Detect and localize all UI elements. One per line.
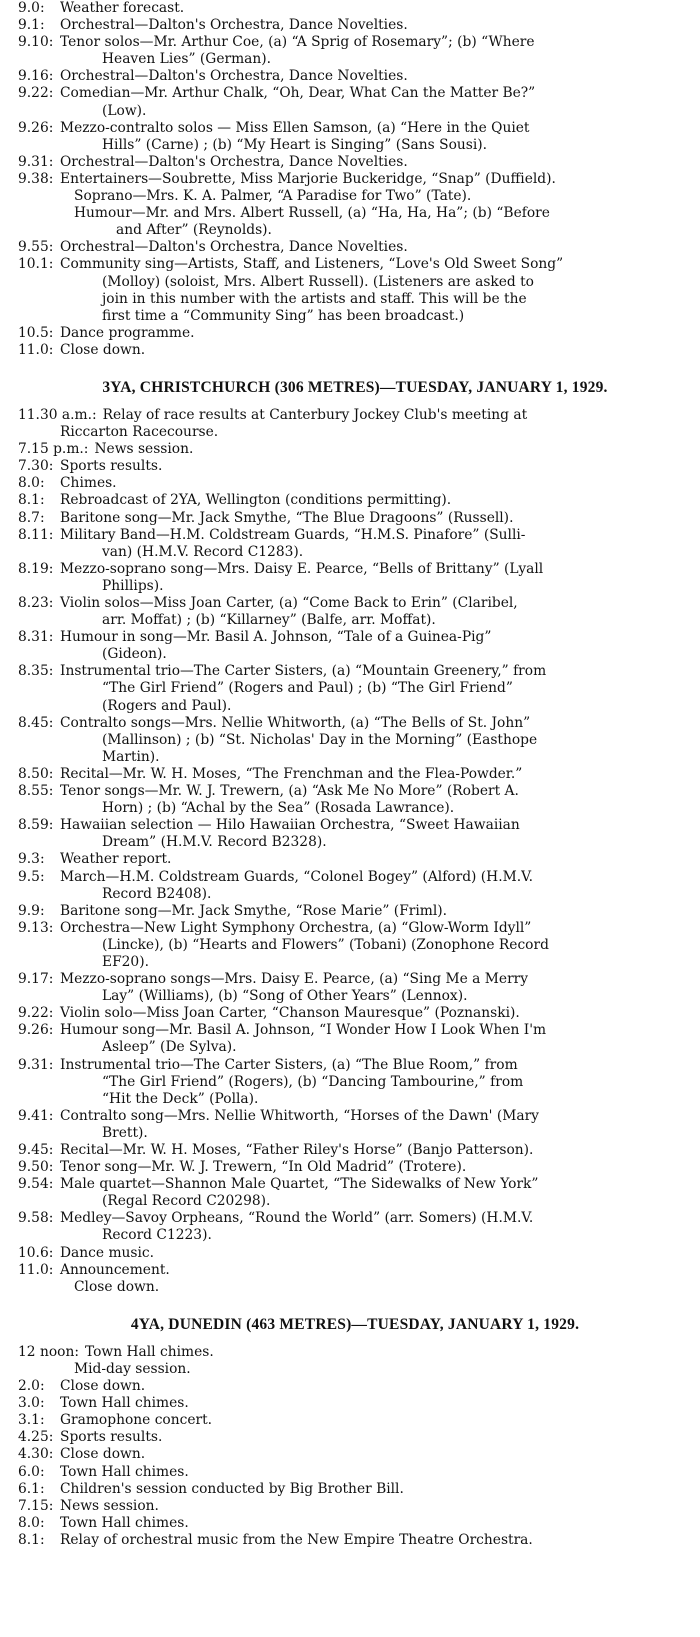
programme-description (74, 188, 692, 205)
programme-line: Close down. (74, 1278, 160, 1295)
programme-time: 9.45: (18, 1142, 54, 1158)
programme-line: Record B2408). (102, 885, 212, 902)
programme-line: Children's session conducted by Big Brother Bill. (60, 1480, 404, 1497)
programme-line: Mid-day session. (74, 1360, 191, 1377)
programme-description (60, 0, 692, 17)
programme-line: Community sing—Artists, Staff, and Listeners, “Love's Old Sweet Song” (60, 256, 564, 273)
programme-line: Asleep” (De Sylva). (102, 1039, 237, 1056)
programme-line: Sports results. (60, 1429, 163, 1446)
programme-line: Recital—Mr. W. H. Moses, “Father Riley's Horse” (Banjo Patterson). (60, 1142, 534, 1158)
programme-time: 9.26: (18, 1022, 54, 1039)
programme-description (60, 1005, 692, 1022)
programme-entry (18, 971, 692, 1005)
programme-line: Hills” (Carne) ; (b) “My Heart is Singing” (Sans Sousi). (102, 136, 488, 153)
programme-entry (18, 458, 692, 475)
programme-line: Heaven Lies” (German). (102, 51, 272, 68)
programme-description (60, 120, 692, 154)
programme-time: 7.15: (18, 1497, 54, 1514)
programme-entry (18, 1245, 692, 1262)
programme-description (85, 1344, 692, 1361)
programme-line: Gramophone concert. (60, 1412, 213, 1429)
programme-list (18, 0, 692, 359)
programme-line: Dance programme. (60, 324, 195, 341)
programme-entry (18, 903, 692, 920)
programme-entry (18, 171, 692, 188)
programme-line: (Lincke), (b) “Hearts and Flowers” (Tobani) (Zonophone Record (102, 936, 549, 953)
programme-line: Mezzo-soprano song—Mrs. Daisy E. Pearce, “Bells of Brittany” (Lyall (60, 560, 544, 577)
programme-description (60, 1245, 692, 1262)
programme-entry (18, 1279, 692, 1296)
programme-description (74, 1279, 692, 1296)
programme-line: Humour song—Mr. Basil A. Johnson, “I Wonder How I Look When I'm (60, 1022, 547, 1039)
programme-time: 4.30: (18, 1446, 54, 1463)
programme-time: 2.0: (18, 1378, 45, 1395)
programme-entry (18, 1412, 692, 1429)
programme-time: 8.1: (18, 1531, 45, 1548)
programme-line: Close down. (60, 1378, 146, 1395)
programme-entry (18, 239, 692, 256)
programme-time (18, 205, 74, 239)
programme-entry (18, 817, 692, 851)
programme-description (60, 1210, 692, 1244)
programme-time: 9.54: (18, 1176, 54, 1193)
programme-description (60, 1532, 692, 1549)
programme-time (18, 188, 74, 205)
programme-time: 9.0: (18, 0, 45, 16)
programme-entry (18, 424, 692, 441)
programme-time: 10.6: (18, 1244, 54, 1261)
programme-description (60, 629, 692, 663)
programme-description (60, 561, 692, 595)
programme-line: Lay” (Williams), (b) “Song of Other Years” (Lennox). (102, 988, 468, 1005)
programme-description (60, 1395, 692, 1412)
programme-description (60, 920, 692, 971)
programme-line: Baritone song—Mr. Jack Smythe, “Rose Marie” (Friml). (60, 902, 448, 919)
programme-line: Phillips). (102, 577, 164, 594)
programme-line: van) (H.M.V. Record C1283). (102, 543, 304, 560)
programme-line: Horn) ; (b) “Achal by the Sea” (Rosada Lawrance). (102, 800, 455, 817)
programme-description (60, 171, 692, 188)
programme-entry (18, 920, 692, 971)
programme-description (60, 458, 692, 475)
programme-entry (18, 1395, 692, 1412)
programme-line: Tenor solos—Mr. Arthur Coe, (a) “A Sprig of Rosemary”; (b) “Where (60, 34, 535, 51)
programme-line: Chimes. (60, 475, 117, 492)
programme-line: EF20). (102, 953, 149, 970)
programme-time: 9.26: (18, 119, 54, 136)
programme-line: March—H.M. Coldstream Guards, “Colonel Bogey” (Alford) (H.M.V. (60, 868, 534, 885)
section-2ya-continued (18, 0, 692, 359)
programme-description (60, 783, 692, 817)
programme-entry (18, 441, 692, 458)
programme-entry (18, 715, 692, 766)
programme-entry (18, 1108, 692, 1142)
programme-time: 8.7: (18, 509, 45, 526)
programme-line: Contralto songs—Mrs. Nellie Whitworth, (a) “The Bells of St. John” (60, 714, 531, 731)
programme-line: Instrumental trio—The Carter Sisters, (a) “Mountain Greenery,” from (60, 663, 547, 680)
programme-line: Entertainers—Soubrette, Miss Marjorie Buckeridge, “Snap” (Duffield). (60, 170, 556, 187)
section-heading: 3YA, CHRISTCHURCH (306 METRES)—TUESDAY, JANUARY 1, 1929. (102, 378, 608, 396)
programme-time: 9.22: (18, 1005, 54, 1022)
programme-time: 8.35: (18, 663, 54, 680)
programme-time: 10.5: (18, 324, 54, 341)
programme-list (18, 1344, 692, 1549)
programme-entry (18, 154, 692, 171)
programme-time: 12 noon: (18, 1343, 79, 1360)
programme-entry (18, 205, 692, 239)
programme-entry (18, 1378, 692, 1395)
programme-time: 9.50: (18, 1159, 54, 1176)
programme-line: Dance music. (60, 1244, 155, 1261)
programme-time: 6.1: (18, 1480, 45, 1497)
programme-time: 8.19: (18, 560, 54, 577)
programme-line: Weather forecast. (60, 0, 185, 16)
programme-description (60, 766, 692, 783)
programme-description (60, 510, 692, 527)
programme-description (60, 34, 692, 68)
section-4ya-dunedin (18, 1316, 692, 1549)
programme-line: Orchestral—Dalton's Orchestra, Dance Novelties. (60, 153, 408, 170)
programme-line: Dream” (H.M.V. Record B2328). (102, 834, 327, 851)
programme-line: Riccarton Racecourse. (60, 424, 219, 441)
programme-entry (18, 1515, 692, 1532)
programme-line: Orchestra—New Light Symphony Orchestra, (a) “Glow-Worm Idyll” (60, 919, 532, 936)
programme-entry (18, 629, 692, 663)
programme-time: 9.1: (18, 17, 45, 34)
programme-description (60, 1142, 692, 1159)
programme-description (60, 1412, 692, 1429)
programme-description (60, 663, 692, 714)
programme-entry (18, 1446, 692, 1463)
programme-line: Instrumental trio—The Carter Sisters, (a) “The Blue Room,” from (60, 1056, 518, 1073)
programme-entry (18, 1210, 692, 1244)
programme-line: News session. (94, 441, 194, 458)
programme-description (60, 492, 692, 509)
programme-entry (18, 1022, 692, 1056)
programme-time: 9.3: (18, 851, 45, 868)
programme-description (60, 475, 692, 492)
programme-line: Sports results. (60, 458, 163, 475)
programme-time: 11.0: (18, 1261, 54, 1278)
programme-line: Military Band—H.M. Coldstream Guards, “H.M.S. Pinafore” (Sulli- (60, 526, 526, 543)
programme-line: Close down. (60, 341, 146, 358)
programme-entry (18, 1464, 692, 1481)
programme-entry (18, 34, 692, 68)
programme-entry (18, 1176, 692, 1210)
programme-time: 9.55: (18, 239, 54, 256)
programme-entry (18, 1159, 692, 1176)
programme-line: Mezzo-contralto solos — Miss Ellen Samson, (a) “Here in the Quiet (60, 119, 530, 136)
programme-entry (18, 1429, 692, 1446)
programme-entry (18, 492, 692, 509)
programme-time: 9.5: (18, 868, 45, 885)
programme-entry (18, 869, 692, 903)
programme-description (60, 1481, 692, 1498)
programme-entry (18, 851, 692, 868)
programme-description (60, 851, 692, 868)
programme-time: 9.41: (18, 1107, 54, 1124)
programme-line: Weather report. (60, 851, 172, 868)
programme-line: Orchestral—Dalton's Orchestra, Dance Novelties. (60, 239, 408, 256)
programme-time: 9.13: (18, 919, 54, 936)
programme-line: (Molloy) (soloist, Mrs. Albert Russell). (Listeners are asked to (102, 273, 534, 290)
programme-line: Violin solo—Miss Joan Carter, “Chanson Mauresque” (Poznanski). (60, 1005, 520, 1022)
programme-line: Hawaiian selection — Hilo Hawaiian Orchestra, “Sweet Hawaiian (60, 817, 520, 834)
programme-entry (18, 68, 692, 85)
programme-line: Close down. (60, 1446, 146, 1463)
programme-line: Tenor song—Mr. W. J. Trewern, “In Old Madrid” (Trotere). (60, 1159, 467, 1176)
programme-time: 9.31: (18, 153, 54, 170)
programme-description (60, 817, 692, 851)
programme-line: Tenor songs—Mr. W. J. Trewern, (a) “Ask Me No More” (Robert A. (60, 783, 519, 800)
programme-description (60, 715, 692, 766)
programme-time: 8.1: (18, 492, 45, 509)
programme-entry (18, 1005, 692, 1022)
programme-line: Humour—Mr. and Mrs. Albert Russell, (a) “Ha, Ha, Ha”; (b) “Before (74, 205, 550, 222)
programme-time: 8.11: (18, 526, 54, 543)
programme-line: Comedian—Mr. Arthur Chalk, “Oh, Dear, What Can the Matter Be?” (60, 85, 536, 102)
programme-entry (18, 256, 692, 324)
programme-line: (Gideon). (102, 646, 167, 663)
programme-line: Violin solos—Miss Joan Carter, (a) “Come Back to Erin” (Claribel, (60, 595, 518, 611)
programme-line: Soprano—Mrs. K. A. Palmer, “A Paradise for Two” (Tate). (74, 188, 472, 205)
programme-line: Martin). (102, 748, 160, 765)
programme-time: 11.0: (18, 341, 54, 358)
programme-entry (18, 188, 692, 205)
programme-time: 8.23: (18, 595, 54, 611)
programme-description (18, 424, 692, 441)
programme-line: (Regal Record C20298). (102, 1193, 271, 1210)
programme-description (60, 68, 692, 85)
programme-time: 9.17: (18, 971, 54, 988)
programme-line: Orchestral—Dalton's Orchestra, Dance Novelties. (60, 68, 408, 85)
programme-description (60, 85, 692, 119)
programme-description (60, 239, 692, 256)
programme-line: News session. (60, 1497, 159, 1514)
programme-entry (18, 510, 692, 527)
programme-description (74, 1361, 692, 1378)
programme-entry (18, 1481, 692, 1498)
programme-line: Town Hall chimes. (60, 1395, 189, 1412)
programme-description (60, 1057, 692, 1108)
programme-description (60, 1022, 692, 1056)
programme-description (60, 1498, 692, 1515)
programme-line: Announcement. (60, 1261, 170, 1278)
programme-time: 8.55: (18, 783, 54, 800)
programme-line: “The Girl Friend” (Rogers), (b) “Dancing Tambourine,” from (102, 1073, 524, 1090)
programme-description (60, 527, 692, 561)
programme-description (60, 869, 692, 903)
programme-time: 3.0: (18, 1395, 45, 1412)
programme-time: 7.30: (18, 458, 54, 475)
programme-entry (18, 1361, 692, 1378)
programme-entry (18, 120, 692, 154)
programme-entry (18, 17, 692, 34)
programme-entry (18, 766, 692, 783)
programme-line: Medley—Savoy Orpheans, “Round the World” (arr. Somers) (H.M.V. (60, 1210, 534, 1227)
programme-description (60, 325, 692, 342)
programme-description (60, 1378, 692, 1395)
programme-time: 11.30 a.m.: (18, 406, 97, 423)
programme-description (60, 154, 692, 171)
programme-description (60, 17, 692, 34)
programme-description (60, 1515, 692, 1532)
programme-entry (18, 783, 692, 817)
programme-time: 3.1: (18, 1412, 45, 1429)
programme-description (94, 441, 692, 458)
programme-time: 4.25: (18, 1429, 54, 1446)
programme-description (60, 1429, 692, 1446)
programme-line: and After” (Reynolds). (116, 222, 272, 239)
programme-entry (18, 475, 692, 492)
programme-time: 7.15 p.m.: (18, 441, 89, 458)
programme-line: (Rogers and Paul). (102, 697, 232, 714)
programme-entry (18, 85, 692, 119)
programme-description (60, 1464, 692, 1481)
programme-list (18, 407, 692, 1296)
programme-line: Mezzo-soprano songs—Mrs. Daisy E. Pearce, (a) “Sing Me a Merry (60, 971, 529, 988)
programme-entry (18, 1262, 692, 1279)
programme-line: Record C1223). (102, 1227, 212, 1244)
programme-line: Town Hall chimes. (60, 1514, 189, 1531)
programme-line: arr. Moffat) ; (b) “Killarney” (Balfe, arr. Moffat). (102, 612, 436, 629)
programme-entry (18, 0, 692, 17)
programme-line: (Mallinson) ; (b) “St. Nicholas' Day in the Morning” (Easthope (102, 731, 538, 748)
programme-line: Orchestral—Dalton's Orchestra, Dance Novelties. (60, 17, 408, 34)
programme-description (60, 903, 692, 920)
programme-entry (18, 595, 692, 629)
programme-line: “Hit the Deck” (Polla). (102, 1090, 259, 1107)
programme-line: (Low). (102, 102, 147, 119)
programme-time: 8.45: (18, 714, 54, 731)
programme-line: Humour in song—Mr. Basil A. Johnson, “Tale of a Guinea-Pig” (60, 629, 492, 646)
programme-description (74, 205, 692, 239)
programme-description (60, 342, 692, 359)
programme-entry (18, 1344, 692, 1361)
programme-time: 8.31: (18, 629, 54, 646)
programme-line: Contralto song—Mrs. Nellie Whitworth, “Horses of the Dawn' (Mary (60, 1107, 539, 1124)
programme-time: 9.22: (18, 85, 54, 102)
programme-line: Town Hall chimes. (84, 1343, 214, 1360)
programme-entry (18, 325, 692, 342)
programme-description (60, 971, 692, 1005)
programme-time: 9.31: (18, 1056, 54, 1073)
programme-time: 9.10: (18, 34, 54, 51)
programme-entry (18, 1057, 692, 1108)
programme-line: Brett). (102, 1124, 148, 1141)
programme-description (60, 595, 692, 629)
programme-line: Male quartet—Shannon Male Quartet, “The Sidewalks of New York” (60, 1176, 539, 1193)
programme-line: Baritone song—Mr. Jack Smythe, “The Blue Dragoons” (Russell). (60, 509, 514, 526)
programme-time: 9.38: (18, 170, 54, 187)
programme-entry (18, 342, 692, 359)
programme-entry (18, 1532, 692, 1549)
programme-description (60, 1159, 692, 1176)
programme-line: first time a “Community Sing” has been broadcast.) (102, 307, 465, 324)
programme-description (103, 407, 692, 424)
programme-time: 10.1: (18, 256, 54, 273)
programme-entry (18, 663, 692, 714)
section-3ya-christchurch (18, 379, 692, 1296)
programme-time: 9.9: (18, 902, 45, 919)
programme-line: Relay of orchestral music from the New Empire Theatre Orchestra. (60, 1531, 533, 1548)
programme-description (60, 1446, 692, 1463)
programme-entry (18, 1498, 692, 1515)
programme-entry (18, 561, 692, 595)
programme-line: join in this number with the artists and staff. This will be the (102, 290, 527, 307)
programme-line: “The Girl Friend” (Rogers and Paul) ; (b) “The Girl Friend” (102, 680, 513, 697)
programme-entry (18, 527, 692, 561)
programme-description (60, 256, 692, 324)
programme-line: Recital—Mr. W. H. Moses, “The Frenchman and the Flea-Powder.” (60, 765, 523, 782)
programme-time: 8.0: (18, 1514, 45, 1531)
programme-entry (18, 407, 692, 424)
programme-description (60, 1108, 692, 1142)
programme-time: 9.16: (18, 68, 54, 85)
programme-time: 6.0: (18, 1463, 45, 1480)
programme-time: 8.0: (18, 475, 45, 492)
programme-line: Town Hall chimes. (60, 1463, 189, 1480)
programme-entry (18, 1142, 692, 1159)
programme-time: 8.50: (18, 765, 54, 782)
section-heading: 4YA, DUNEDIN (463 METRES)—TUESDAY, JANUARY 1, 1929. (130, 1315, 580, 1333)
programme-time: 9.58: (18, 1210, 54, 1227)
programme-description (60, 1262, 692, 1279)
programme-time: 8.59: (18, 817, 54, 834)
programme-line: Relay of race results at Canterbury Jockey Club's meeting at (102, 406, 528, 423)
programme-description (60, 1176, 692, 1210)
programme-line: Rebroadcast of 2YA, Wellington (conditions permitting). (60, 492, 452, 509)
